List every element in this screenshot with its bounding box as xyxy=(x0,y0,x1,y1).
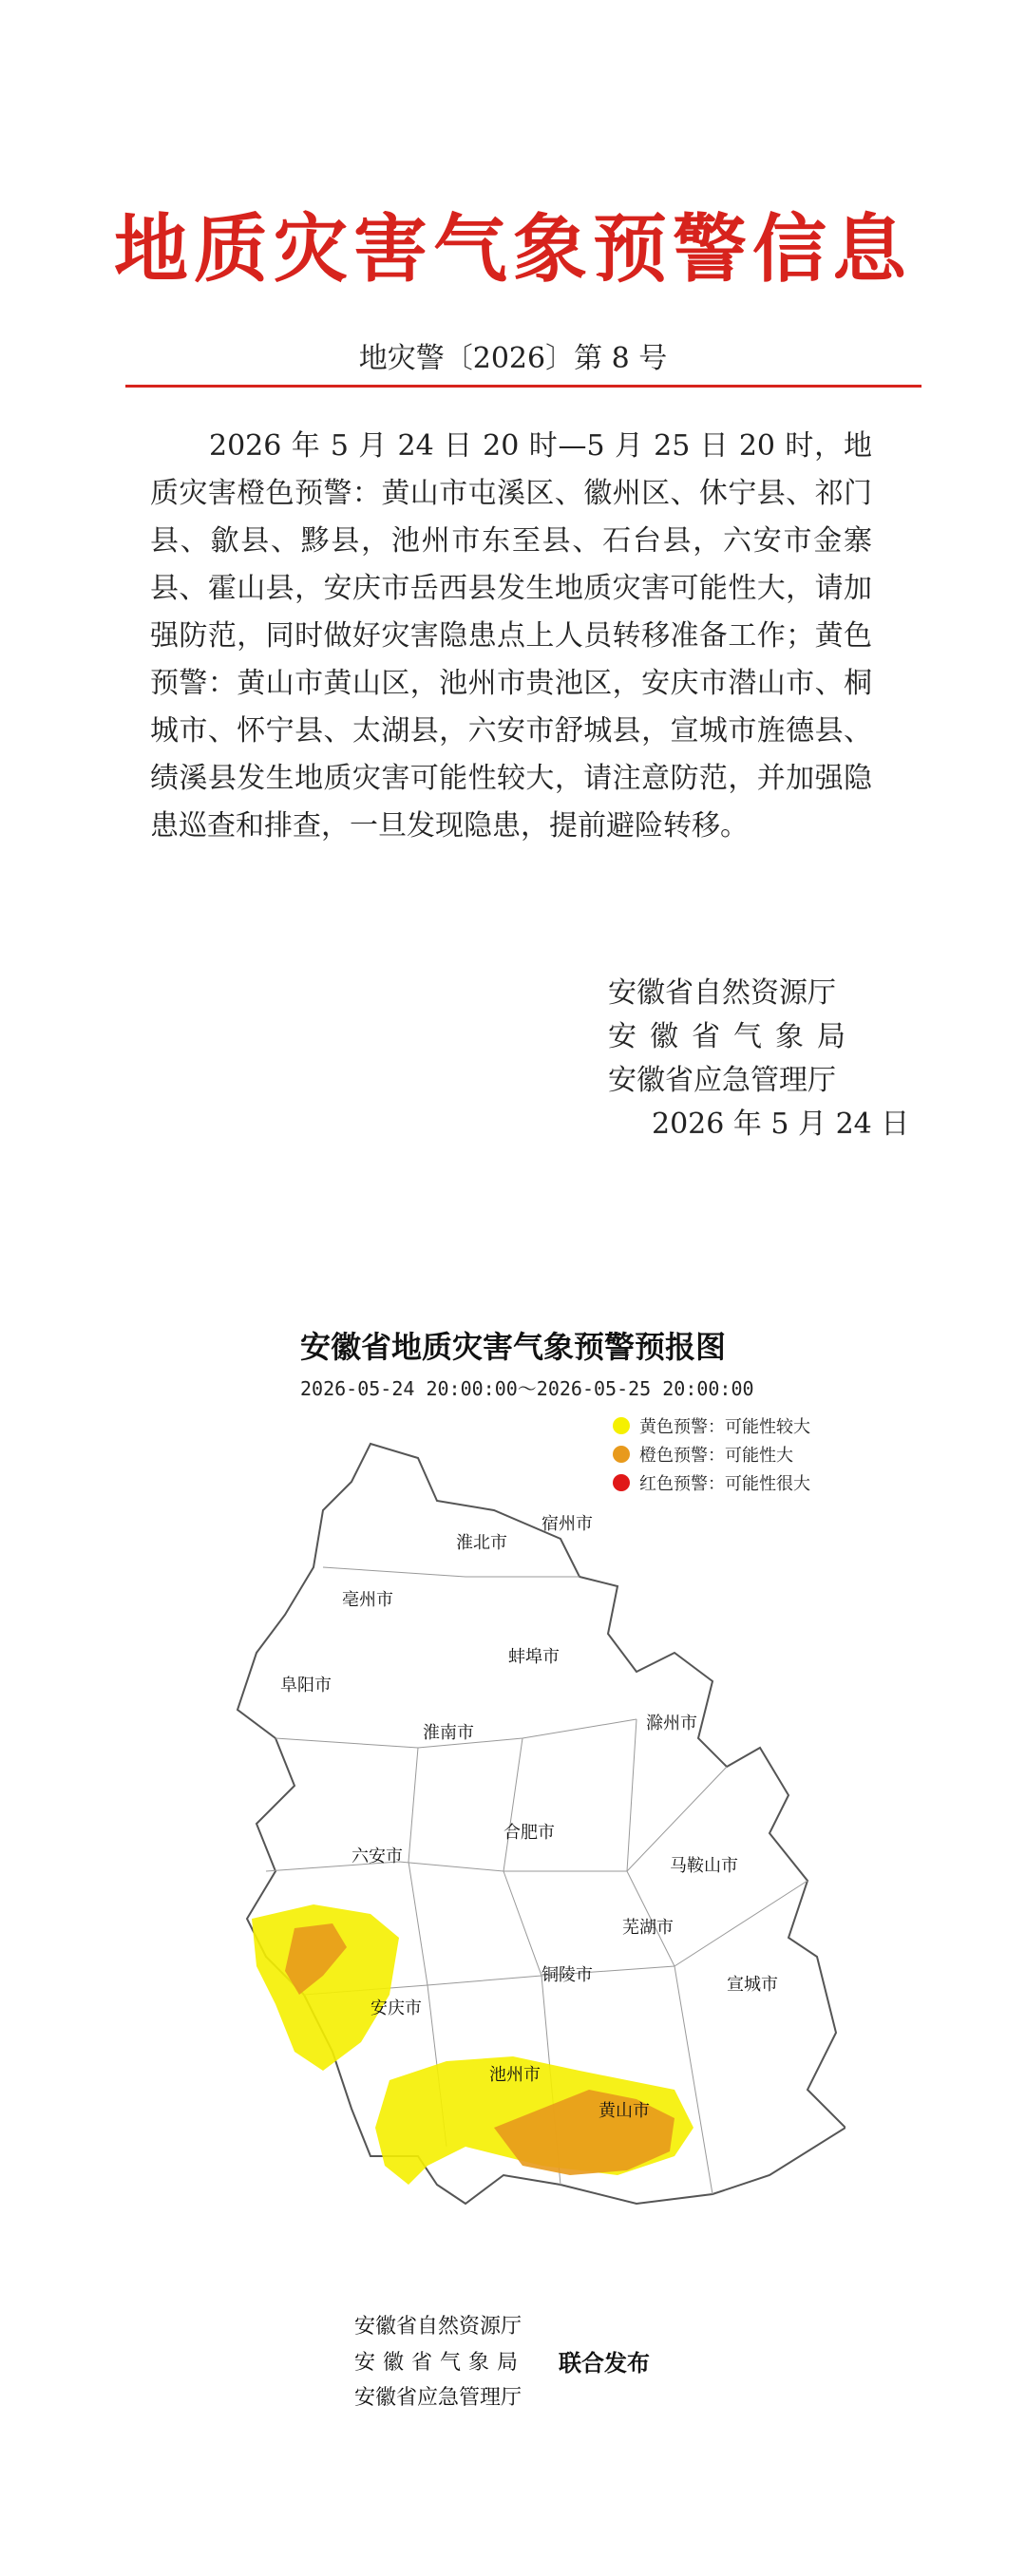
anhui-warning-map xyxy=(180,1425,846,2280)
city-label-huaibei: 淮北市 xyxy=(456,1533,507,1553)
legend-red-label: 红色预警：可能性很大 xyxy=(639,1474,810,1494)
city-label-tongling: 铜陵市 xyxy=(542,1965,593,1985)
city-label-huainan: 淮南市 xyxy=(423,1723,474,1743)
footer-org-2: 安徽省气象局 xyxy=(354,2351,526,2375)
city-label-huangshan: 黄山市 xyxy=(598,2101,650,2121)
city-label-chuzhou: 滁州市 xyxy=(646,1714,697,1733)
city-label-suzhou: 宿州市 xyxy=(542,1514,593,1534)
legend-orange-label: 橙色预警：可能性大 xyxy=(639,1446,793,1466)
joint-release-label: 联合发布 xyxy=(559,2350,650,2377)
map-title: 安徽省地质灾害气象预警预报图 xyxy=(299,1329,726,1365)
footer-org-1: 安徽省自然资源厅 xyxy=(354,2315,522,2339)
document-title: 地质灾害气象预警信息 xyxy=(113,206,912,293)
city-label-xuancheng: 宣城市 xyxy=(727,1975,778,1995)
city-label-bengbu: 蚌埠市 xyxy=(508,1647,560,1667)
footer-org-3: 安徽省应急管理厅 xyxy=(354,2386,522,2410)
city-label-fuyang: 阜阳市 xyxy=(280,1676,332,1695)
map-time-range: 2026-05-24 20:00:00～2026-05-25 20:00:00 xyxy=(300,1377,754,1400)
city-label-chizhou: 池州市 xyxy=(489,2065,541,2085)
city-label-maanshan: 马鞍山市 xyxy=(670,1856,738,1876)
signature-org-1: 安徽省自然资源厅 xyxy=(608,976,836,1010)
city-label-anqing: 安庆市 xyxy=(370,1998,422,2018)
city-label-bozhou: 亳州市 xyxy=(342,1590,393,1610)
city-label-hefei: 合肥市 xyxy=(504,1823,555,1843)
city-label-liuan: 六安市 xyxy=(352,1847,403,1866)
city-label-wuhu: 芜湖市 xyxy=(622,1918,674,1938)
signature-date: 2026 年 5 月 24 日 xyxy=(652,1108,910,1141)
document-number: 地灾警〔2026〕第 8 号 xyxy=(358,342,668,375)
red-divider xyxy=(125,385,922,388)
signature-org-3: 安徽省应急管理厅 xyxy=(608,1064,836,1097)
warning-body-text: 2026 年 5 月 24 日 20 时—5 月 25 日 20 时，地质灾害橙色预警：黄山市屯溪区、徽州区、休宁县、祁门县、歙县、黟县，池州市东至县、石台县，六安市金寨县、霍山县，安庆市岳西县发生地质灾害可能性大，请加强防范，同时做好灾害隐患点上人员转移准备工作；黄色预警：黄山市黄山区，池州市贵池区，安庆市潜山市、桐城市、怀宁县、太湖县，六安市舒城县，宣城市旌德县、绩溪县发生地质灾害可能性较大，请注意防范，并加强隐患巡查和排查，一旦发现隐患，提前避险转移。 xyxy=(150,429,872,843)
signature-org-2: 安徽省气象局 xyxy=(608,1020,859,1053)
legend-yellow-label: 黄色预警：可能性较大 xyxy=(639,1417,810,1437)
